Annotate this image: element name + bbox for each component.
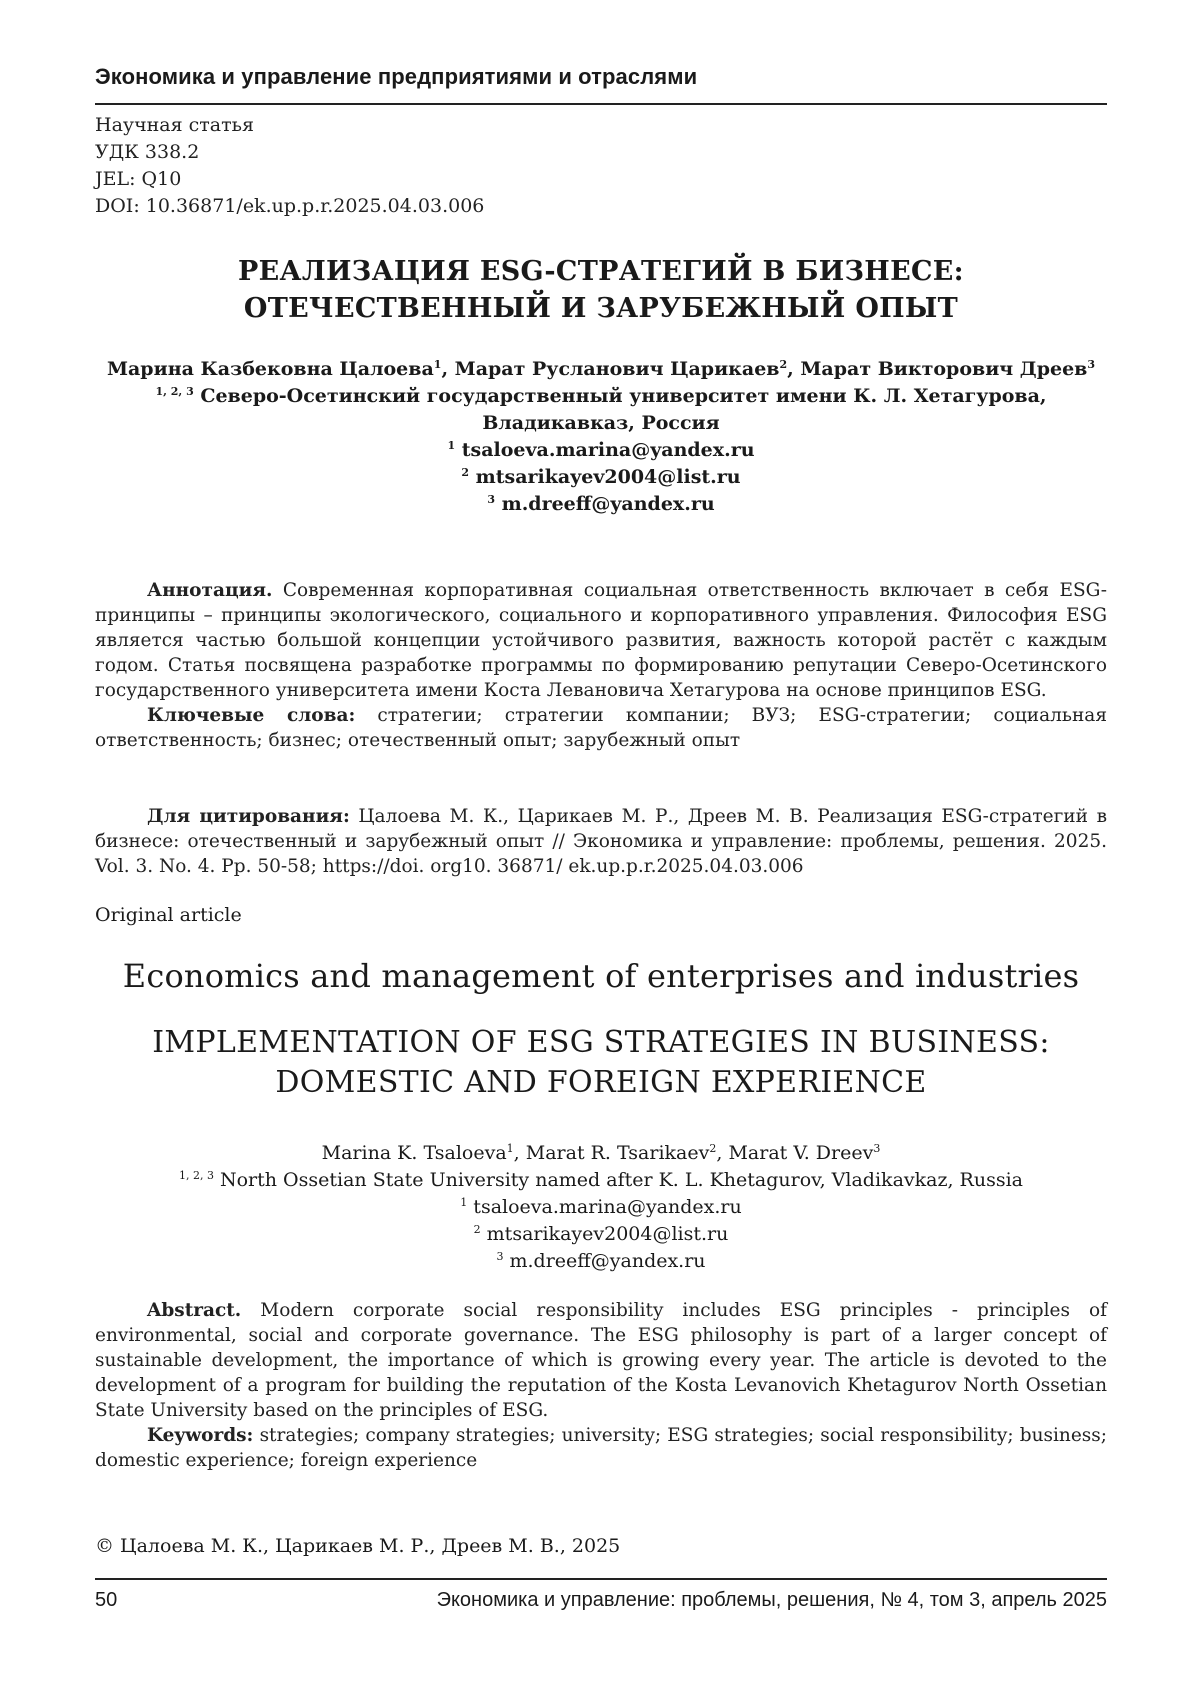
en-author-block: [95, 1140, 1107, 1275]
en-email-2[interactable]: 2 mtsarikayev2004@list.ru: [95, 1221, 1107, 1248]
ru-author-block: [95, 356, 1107, 518]
article-meta: [95, 112, 484, 220]
en-rubric: Economics and management of enterprises and industries: [95, 957, 1107, 995]
en-keywords: Keywords: strategies; company strategies; university; ESG strategies; social responsibility; business; domestic experience; foreign experience: [95, 1423, 1107, 1473]
en-article-title: IMPLEMENTATION OF ESG STRATEGIES IN BUSINESS: DOMESTIC AND FOREIGN EXPERIENCE: [95, 1023, 1107, 1103]
en-abstract-block: [95, 1298, 1107, 1473]
en-email-3[interactable]: 3 m.dreeff@yandex.ru: [95, 1248, 1107, 1275]
ru-email-3[interactable]: 3 m.dreeff@yandex.ru: [95, 491, 1107, 518]
copyright: © Цалоева М. К., Царикаев М. Р., Дреев М. В., 2025: [95, 1535, 620, 1557]
jel-code: JEL: Q10: [95, 166, 484, 193]
en-affiliation: 1, 2, 3 North Ossetian State University named after K. L. Khetagurov, Vladikavkaz, Russia: [95, 1167, 1107, 1194]
ru-abstract-block: [95, 578, 1107, 753]
ru-email-2[interactable]: 2 mtsarikayev2004@list.ru: [95, 464, 1107, 491]
en-email-1[interactable]: 1 tsaloeva.marina@yandex.ru: [95, 1194, 1107, 1221]
ru-authors: Марина Казбековна Цалоева1, Марат Русланович Царикаев2, Марат Викторович Дреев3: [95, 356, 1107, 383]
ru-abstract: Аннотация. Современная корпоративная социальная ответственность включает в себя ESG-принципы – принципы экологического, социального и корпоративного управления. Философия ESG является частью большой концепции устойчивого развития, важность которой растёт с каждым годом. Статья посвящена разработке программы по формированию репутации Северо-Осетинского государственного университета имени Коста Левановича Хетагурова на основе принципов ESG.: [95, 578, 1107, 703]
udc-code: УДК 338.2: [95, 139, 484, 166]
en-abstract: Abstract. Modern corporate social responsibility includes ESG principles - principles of environmental, social and corporate governance. The ESG philosophy is part of a larger concept of sustainable development, the importance of which is growing every year. The article is devoted to the development of a program for building the reputation of the Kosta Levanovich Khetagurov North Ossetian State University based on the principles of ESG.: [95, 1298, 1107, 1423]
journal-info: Экономика и управление: проблемы, решения, № 4, том 3, апрель 2025: [437, 1589, 1107, 1612]
header-divider: [95, 103, 1107, 105]
ru-affiliation: 1, 2, 3 Северо-Осетинский государственный университет имени К. Л. Хетагурова, Владикавказ, Россия: [95, 383, 1107, 437]
ru-keywords: Ключевые слова: стратегии; стратегии компании; ВУЗ; ESG-стратегии; социальная ответственность; бизнес; отечественный опыт; зарубежный опыт: [95, 703, 1107, 753]
page-number: 50: [95, 1589, 117, 1612]
article-type: Научная статья: [95, 112, 484, 139]
doi[interactable]: DOI: 10.36871/ek.up.p.r.2025.04.03.006: [95, 193, 484, 220]
section-rubric: Экономика и управление предприятиями и отраслями: [95, 64, 697, 90]
ru-article-title: РЕАЛИЗАЦИЯ ESG-СТРАТЕГИЙ В БИЗНЕСЕ: ОТЕЧЕСТВЕННЫЙ И ЗАРУБЕЖНЫЙ ОПЫТ: [95, 253, 1107, 327]
ru-email-1[interactable]: 1 tsaloeva.marina@yandex.ru: [95, 437, 1107, 464]
footer-divider: [95, 1578, 1107, 1580]
en-article-type: Original article: [95, 904, 242, 926]
en-authors: Marina K. Tsaloeva1, Marat R. Tsarikaev2, Marat V. Dreev3: [95, 1140, 1107, 1167]
ru-citation: Для цитирования: Цалоева М. К., Царикаев М. Р., Дреев М. В. Реализация ESG-стратегий в бизнесе: отечественный и зарубежный опыт // Экономика и управление: проблемы, решения. 2025. Vol. 3. No. 4. Pp. 50-58; https://doi. org10. 36871/ ek.up.p.r.2025.04.03.006: [95, 804, 1107, 879]
